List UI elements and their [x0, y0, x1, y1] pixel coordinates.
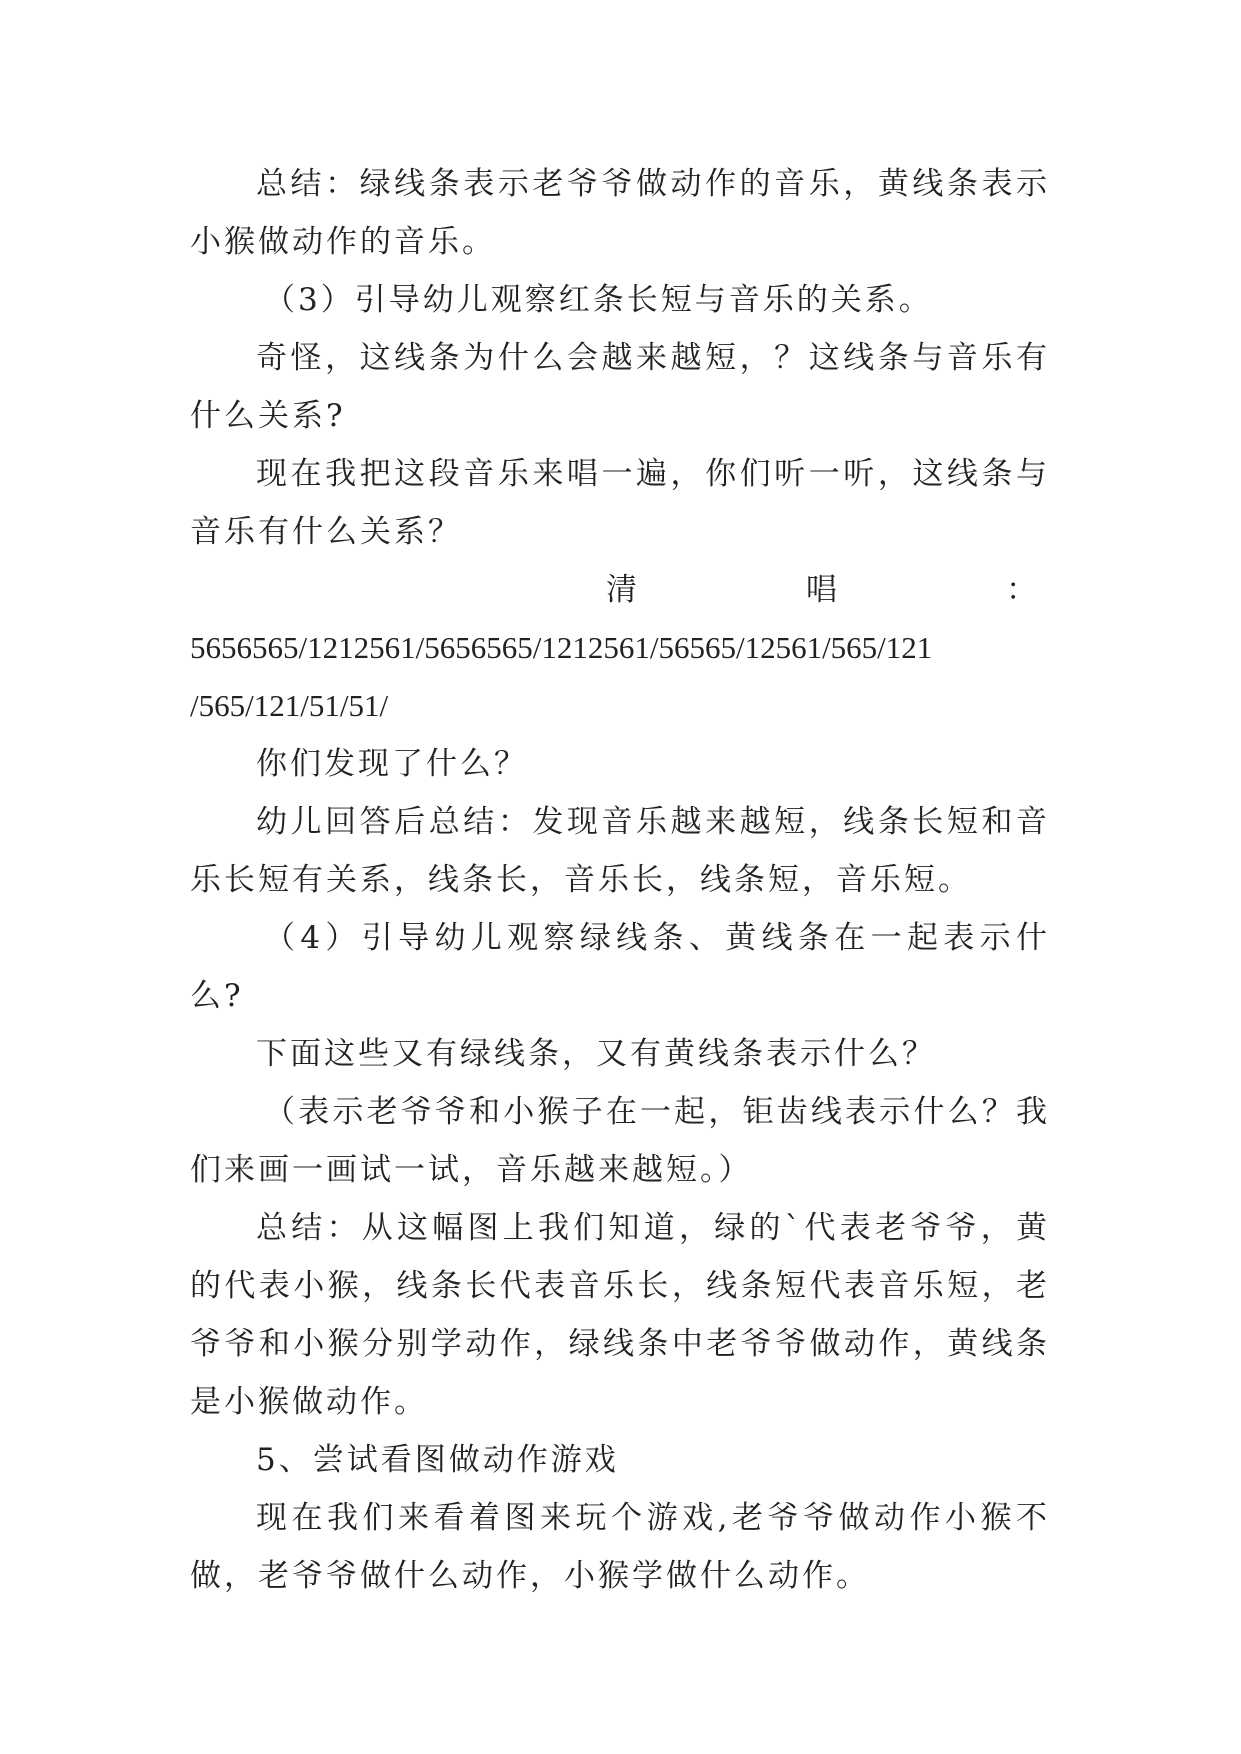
explanation-paragraph: （表示老爷爷和小猴子在一起，钜齿线表示什么？我们来画一画试一试，音乐越来越短。）	[190, 1094, 1050, 1188]
clear-sing-char-1: 清	[606, 572, 640, 608]
music-notation	[190, 619, 1050, 735]
step-5-heading: 5、尝试看图做动作游戏	[256, 1442, 619, 1478]
clear-sing-colon: ：	[1006, 572, 1040, 608]
music-notation-line-1: 5656565/1212561/5656565/1212561/56565/12561/565/121	[190, 630, 933, 665]
step-3-heading: （3）引导幼儿观察红条长短与音乐的关系。	[264, 282, 933, 318]
music-notation-line-2: /565/121/51/51/	[190, 688, 389, 723]
summary-paragraph-2: 幼儿回答后总结：发现音乐越来越短，线条长短和音乐长短有关系，线条长，音乐长，线条短，音乐短。	[190, 804, 1050, 898]
step-4-heading: （4）引导幼儿观察绿线条、黄线条在一起表示什么?	[190, 920, 1050, 1014]
sing-intro-paragraph: 现在我把这段音乐来唱一遍，你们听一听，这线条与音乐有什么关系？	[190, 456, 1050, 550]
game-paragraph: 现在我们来看着图来玩个游戏,老爷爷做动作小猴不做，老爷爷做什么动作，小猴学做什么动作。	[190, 1500, 1050, 1594]
question-paragraph-2: 你们发现了什么？	[256, 746, 528, 782]
summary-paragraph-3: 总结：从这幅图上我们知道，绿的`代表老爷爷，黄的代表小猴，线条长代表音乐长，线条短代表音乐短，老爷爷和小猴分别学动作，绿线条中老爷爷做动作，黄线条是小猴做动作。	[190, 1210, 1050, 1420]
clear-sing-char-2: 唱	[806, 572, 840, 608]
clear-sing-label-line	[190, 561, 1050, 619]
document-page	[190, 155, 1050, 1605]
summary-paragraph-1: 总结：绿线条表示老爷爷做动作的音乐，黄线条表示小猴做动作的音乐。	[190, 166, 1050, 260]
question-paragraph-3: 下面这些又有绿线条，又有黄线条表示什么？	[256, 1036, 936, 1072]
question-paragraph-1: 奇怪，这线条为什么会越来越短，？这线条与音乐有什么关系?	[190, 340, 1050, 434]
